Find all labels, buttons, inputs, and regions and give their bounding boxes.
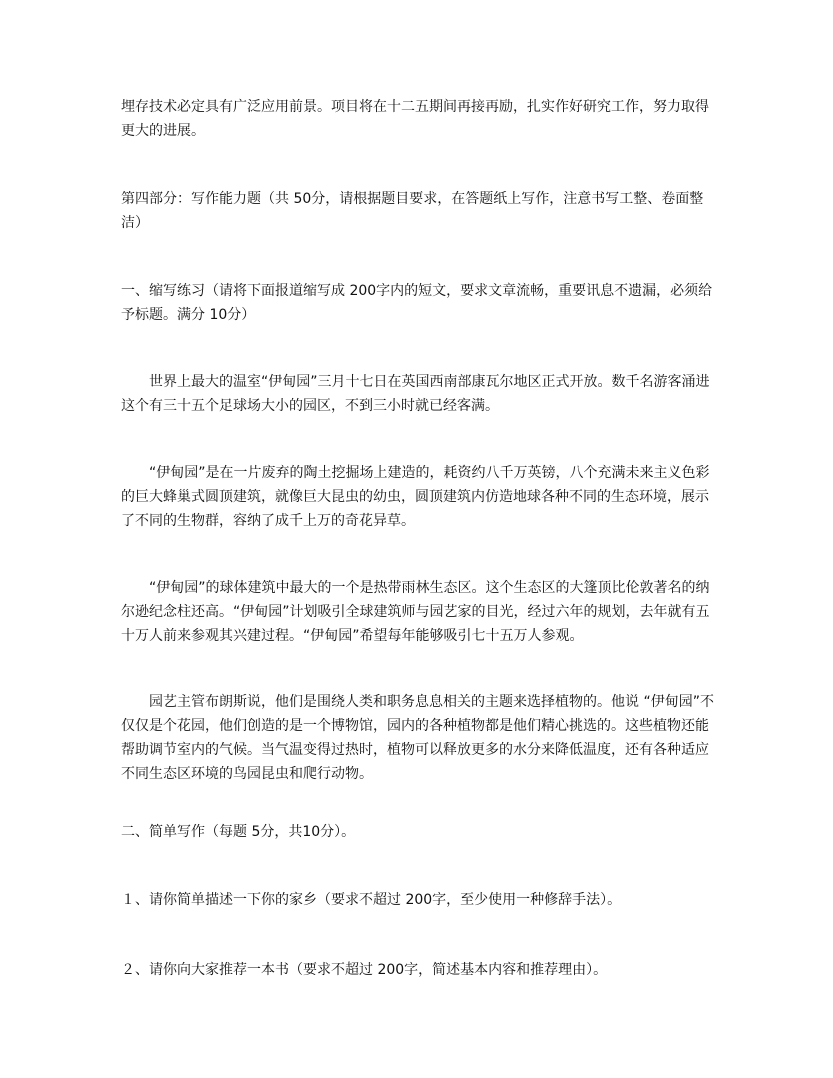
section-four-heading: 第四部分：写作能力题（共 50分，请根据题目要求，在答题纸上写作，注意书写工整、卷面整洁） bbox=[121, 191, 704, 231]
report-paragraph-opening: 世界上最大的温室“伊甸园”三月十七日在英国西南部康瓦尔地区正式开放。数千名游客涌进这个有三十五个足球场大小的园区，不到三小时就已经客满。 bbox=[121, 374, 710, 414]
report-paragraph-horticulture: 园艺主管布朗斯说，他们是围绕人类和职务息息相关的主题来选择植物的。他说 “伊甸园”不仅仅是个花园，他们创造的是一个博物馆，园内的各种植物都是他们精心挑选的。这些植物还能帮助调节室内的气候。当气温变得过热时，植物可以释放更多的水分来降低温度，还有各种适应不同生态区环境的鸟园昆虫和爬行动物。 bbox=[121, 694, 714, 782]
report-paragraph-construction: “伊甸园”是在一片废弃的陶土挖掘场上建造的，耗资约八千万英镑，八个充满未来主义色彩的巨大蜂巢式圆顶建筑，就像巨大昆虫的幼虫，圆顶建筑内仿造地球各种不同的生态环境，展示了不同的生物群，容纳了成千上万的奇花异草。 bbox=[121, 465, 710, 529]
writing-question-2: ２、请你向大家推荐一本书（要求不超过 200字，简述基本内容和推荐理由）。 bbox=[121, 962, 608, 978]
paragraph-project-outlook: 埋存技术必定具有广泛应用前景。项目将在十二五期间再接再励，扎实作好研究工作，努力取得更大的进展。 bbox=[121, 99, 709, 139]
simple-writing-heading: 二、简单写作（每题 5分，共10分）。 bbox=[121, 824, 356, 840]
report-paragraph-rainforest: “伊甸园”的球体建筑中最大的一个是热带雨林生态区。这个生态区的大篷顶比伦敦著名的纳尔逊纪念柱还高。“伊甸园”计划吸引全球建筑师与园艺家的目光，经过六年的规划，去年就有五十万人前来参观其兴建过程。“伊甸园”希望每年能够吸引七十五万人参观。 bbox=[121, 580, 710, 644]
abridging-exercise-instruction: 一、缩写练习（请将下面报道缩写成 200字内的短文，要求文章流畅，重要讯息不遗漏，必须给予标题。满分 10分） bbox=[121, 283, 713, 323]
writing-question-1: １、请你简单描述一下你的家乡（要求不超过 200字，至少使用一种修辞手法）。 bbox=[121, 892, 622, 908]
